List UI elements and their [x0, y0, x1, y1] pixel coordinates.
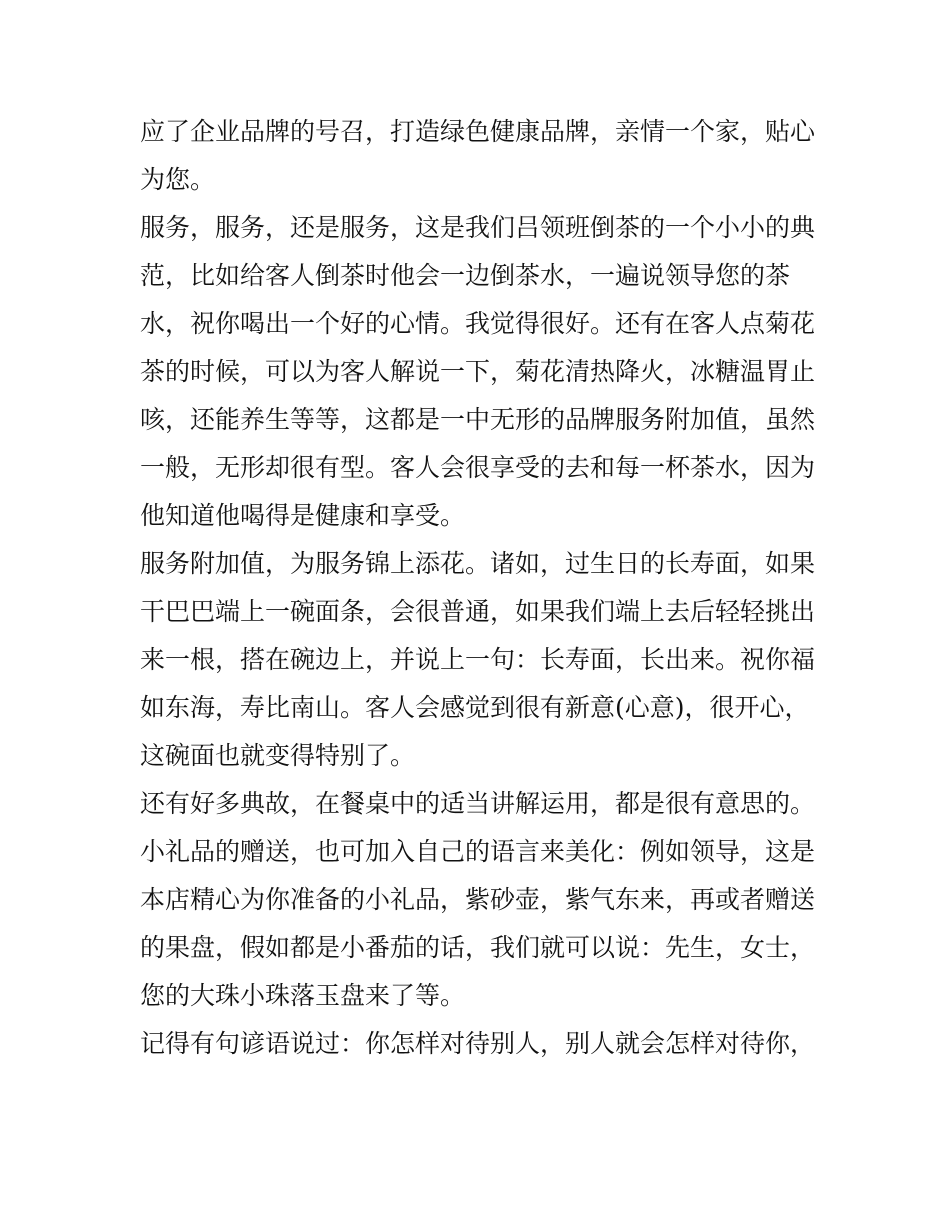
text-line: 本店精心为你准备的小礼品，紫砂壶，紫气东来，再或者赠送 — [140, 885, 816, 914]
text-line: 干巴巴端上一碗面条，会很普通，如果我们端上去后轻轻挑出 — [140, 597, 816, 626]
text-line: 一般，无形却很有型。客人会很享受的去和每一杯茶水，因为 — [140, 453, 816, 482]
text-line: 咳，还能养生等等，这都是一中无形的品牌服务附加值，虽然 — [140, 405, 816, 434]
text-line: 记得有句谚语说过：你怎样对待别人，别人就会怎样对待你， — [140, 1029, 816, 1058]
document-body — [140, 108, 820, 1068]
text-line: 您的大珠小珠落玉盘来了等。 — [140, 981, 466, 1010]
text-line: 来一根，搭在碗边上，并说上一句：长寿面，长出来。祝你福 — [140, 645, 816, 674]
text-line: 还有好多典故，在餐桌中的适当讲解运用，都是很有意思的。 — [140, 789, 816, 818]
text-line: 应了企业品牌的号召，打造绿色健康品牌，亲情一个家，贴心 — [140, 117, 816, 146]
text-line: 茶的时候，可以为客人解说一下，菊花清热降火，冰糖温胃止 — [140, 357, 816, 386]
text-line: 他知道他喝得是健康和享受。 — [140, 501, 466, 530]
text-line: 服务附加值，为服务锦上添花。诸如，过生日的长寿面，如果 — [140, 549, 816, 578]
text-line: 小礼品的赠送，也可加入自己的语言来美化：例如领导，这是 — [140, 837, 816, 866]
text-line: 服务，服务，还是服务，这是我们吕领班倒茶的一个小小的典 — [140, 213, 816, 242]
text-line: 水，祝你喝出一个好的心情。我觉得很好。还有在客人点菊花 — [140, 309, 816, 338]
text-line: 的果盘，假如都是小番茄的话，我们就可以说：先生，女士， — [140, 933, 816, 962]
text-line: 这碗面也就变得特别了。 — [140, 741, 416, 770]
text-line: 范，比如给客人倒茶时他会一边倒茶水，一遍说领导您的茶 — [140, 261, 791, 290]
text-line: 如东海，寿比南山。客人会感觉到很有新意(心意)，很开心， — [140, 693, 810, 722]
text-line: 为您。 — [140, 165, 216, 194]
